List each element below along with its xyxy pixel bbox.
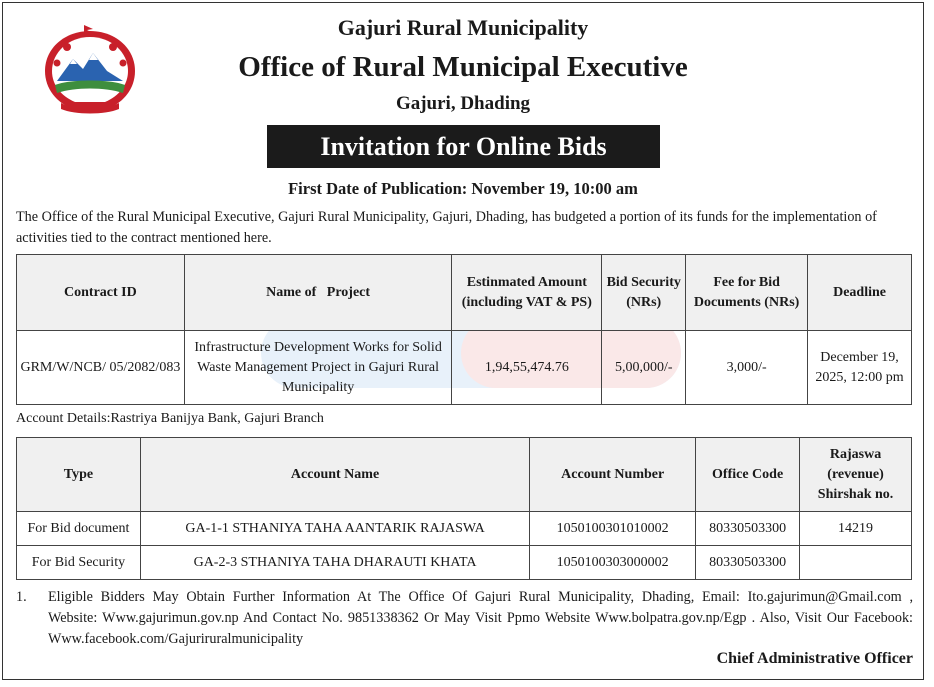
column-header: Estinmated Amount (including VAT & PS) <box>452 255 602 331</box>
account-table-header-row <box>17 438 912 512</box>
column-header: Type <box>17 438 141 512</box>
bid-security-cell: 5,00,000/- <box>602 331 686 405</box>
account-details: Account Details:Rastriya Banijya Bank, Gajuri Branch <box>16 411 324 426</box>
notice-title-banner: Invitation for Online Bids <box>267 125 660 168</box>
account-type-cell: For Bid Security <box>17 546 141 580</box>
contract-table <box>16 254 912 405</box>
revenue-code-cell: 14219 <box>800 512 912 546</box>
column-header: Office Code <box>696 438 800 512</box>
office-code-cell: 80330503300 <box>696 512 800 546</box>
account-number-cell: 1050100303000002 <box>530 546 696 580</box>
account-type-cell: For Bid document <box>17 512 141 546</box>
account-name-cell: GA-2-3 STHANIYA TAHA DHARAUTI KHATA <box>140 546 529 580</box>
table-row <box>17 546 912 580</box>
column-header: Bid Security (NRs) <box>602 255 686 331</box>
note-text: Eligible Bidders May Obtain Further Information At The Office Of Gajuri Rural Municipality, Dhading, Email: Ito.gajurimun@Gmail.com , Website: Www.gajurimun.gov.np And Contact No. 9851338362 Or May Visit Ppmo Website Www.bolpatra.gov.np/Egp . Also, Visit Our Facebook: Www.facebook.com/Gajuriruralmunicipality <box>48 589 913 647</box>
deadline-cell: December 19, 2025, 12:00 pm <box>808 331 912 405</box>
account-name-cell: GA-1-1 STHANIYA TAHA AANTARIK RAJASWA <box>140 512 529 546</box>
account-table <box>16 437 912 580</box>
office-name: Office of Rural Municipal Executive <box>238 51 688 83</box>
contract-table-header-row <box>17 255 912 331</box>
notice-page <box>2 2 924 680</box>
column-header: Deadline <box>808 255 912 331</box>
contract-id-cell: GRM/W/NCB/ 05/2082/083 <box>17 331 185 405</box>
project-name-cell: Infrastructure Development Works for Solid Waste Management Project in Gajuri Rural Municipality <box>184 331 452 405</box>
account-number-cell: 1050100301010002 <box>530 512 696 546</box>
publication-date: First Date of Publication: November 19, 10:00 am <box>288 179 638 198</box>
column-header: Rajaswa (revenue) Shirshak no. <box>800 438 912 512</box>
bid-fee-cell: 3,000/- <box>686 331 808 405</box>
estimated-amount-cell: 1,94,55,474.76 <box>452 331 602 405</box>
office-code-cell: 80330503300 <box>696 546 800 580</box>
table-row <box>17 512 912 546</box>
revenue-code-cell <box>800 546 912 580</box>
column-header: Name of Project <box>184 255 452 331</box>
column-header: Account Name <box>140 438 529 512</box>
column-header: Contract ID <box>17 255 185 331</box>
column-header: Account Number <box>530 438 696 512</box>
table-row <box>17 331 912 405</box>
municipality-name: Gajuri Rural Municipality <box>337 15 589 40</box>
intro-paragraph: The Office of the Rural Municipal Executive, Gajuri Rural Municipality, Gajuri, Dhading, has budgeted a portion of its funds for the implementation of activities tied to the contract mentioned here. <box>16 209 877 246</box>
office-location: Gajuri, Dhading <box>395 93 531 114</box>
note-number: 1. <box>16 589 27 605</box>
note-item <box>16 587 913 650</box>
signature-title: Chief Administrative Officer <box>716 650 913 667</box>
column-header: Fee for Bid Documents (NRs) <box>686 255 808 331</box>
